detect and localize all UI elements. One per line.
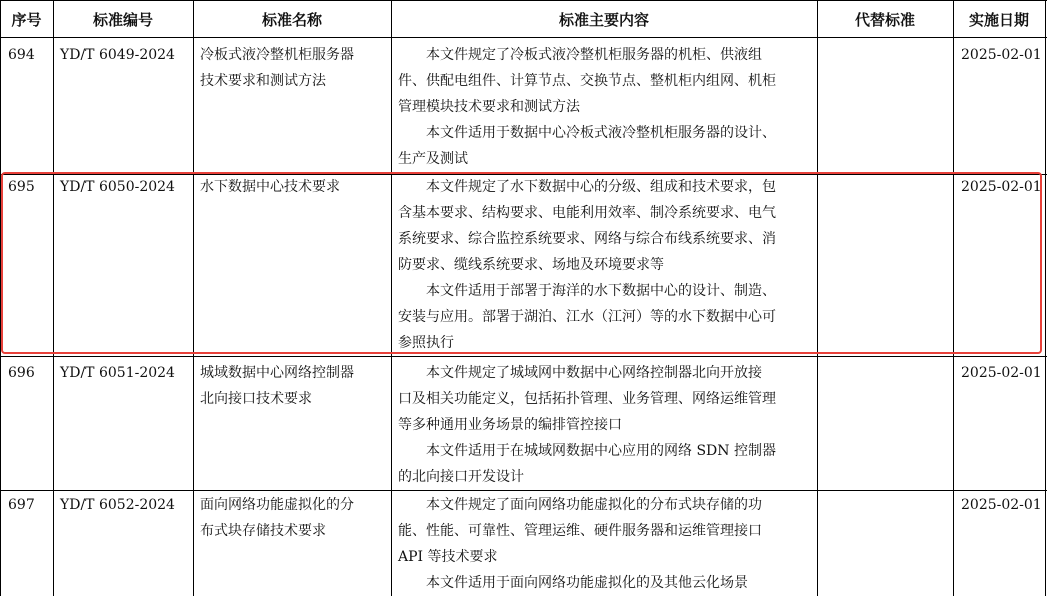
row-date: 2025-02-01 bbox=[961, 497, 1042, 513]
content-line: 本文件规定了冷板式液冷整机柜服务器的机柜、供液组 bbox=[426, 47, 762, 63]
row-name bbox=[200, 42, 388, 94]
name-line: 北向接口技术要求 bbox=[200, 391, 312, 407]
content-line: 参照执行 bbox=[398, 335, 454, 351]
name-line: 冷板式液冷整机柜服务器 bbox=[200, 47, 354, 63]
name-line: 水下数据中心技术要求 bbox=[200, 179, 340, 195]
name-line: 技术要求和测试方法 bbox=[200, 73, 326, 89]
header-name: 标准名称 bbox=[261, 11, 322, 29]
content-line: 安装与应用。部署于湖泊、江水（江河）等的水下数据中心可 bbox=[398, 309, 776, 325]
content-line: 本文件适用于在城域网数据中心应用的网络 SDN 控制器 bbox=[426, 443, 776, 459]
header-date: 实施日期 bbox=[968, 11, 1029, 29]
content-line: 口及相关功能定义，包括拓扑管理、业务管理、网络运维管理 bbox=[398, 391, 776, 407]
col-divider bbox=[1045, 0, 1046, 596]
content-line: 含基本要求、结构要求、电能利用效率、制冷系统要求、电气 bbox=[398, 205, 776, 221]
row-divider bbox=[0, 0, 1047, 1]
header-code: 标准编号 bbox=[92, 11, 153, 29]
row-seq: 694 bbox=[8, 47, 35, 63]
row-code: YD/T 6052-2024 bbox=[60, 497, 175, 513]
name-line: 城域数据中心网络控制器 bbox=[200, 365, 354, 381]
row-divider bbox=[0, 490, 1047, 491]
row-seq: 697 bbox=[8, 497, 35, 513]
row-divider bbox=[0, 356, 1047, 357]
row-code: YD/T 6050-2024 bbox=[60, 179, 175, 195]
header-seq: 序号 bbox=[11, 11, 42, 29]
content-line: 系统要求、综合监控系统要求、网络与综合布线系统要求、消 bbox=[398, 231, 776, 247]
content-line: 能、性能、可靠性、管理运维、硬件服务器和运维管理接口 bbox=[398, 523, 762, 539]
content-line: 本文件适用于部署于海洋的水下数据中心的设计、制造、 bbox=[426, 283, 776, 299]
header-content: 标准主要内容 bbox=[558, 11, 649, 29]
row-name bbox=[200, 492, 388, 544]
content-line: API 等技术要求 bbox=[398, 549, 498, 565]
row-code: YD/T 6051-2024 bbox=[60, 365, 175, 381]
name-line: 布式块存储技术要求 bbox=[200, 523, 326, 539]
highlight-box bbox=[1, 172, 1042, 354]
content-line: 件、供配电组件、计算节点、交换节点、整机柜内组网、机柜 bbox=[398, 73, 776, 89]
row-date: 2025-02-01 bbox=[961, 47, 1042, 63]
content-line: 等多种通用业务场景的编排管控接口 bbox=[398, 417, 622, 433]
content-line: 防要求、缆线系统要求、场地及环境要求等 bbox=[398, 257, 664, 273]
content-line: 本文件规定了面向网络功能虚拟化的分布式块存储的功 bbox=[426, 497, 762, 513]
content-line: 本文件适用于数据中心冷板式液冷整机柜服务器的设计、 bbox=[426, 125, 776, 141]
content-line: 本文件适用于面向网络功能虚拟化的及其他云化场景 bbox=[426, 575, 748, 591]
row-code: YD/T 6049-2024 bbox=[60, 47, 175, 63]
row-divider bbox=[0, 37, 1047, 38]
content-line: 本文件规定了水下数据中心的分级、组成和技术要求，包 bbox=[426, 179, 776, 195]
row-content bbox=[398, 492, 812, 596]
content-line: 的北向接口开发设计 bbox=[398, 469, 524, 485]
row-seq: 695 bbox=[8, 179, 35, 195]
row-seq: 696 bbox=[8, 365, 35, 381]
content-line: 生产及测试 bbox=[398, 151, 468, 167]
row-content bbox=[398, 42, 812, 172]
row-name bbox=[200, 360, 388, 412]
header-replace: 代替标准 bbox=[854, 11, 915, 29]
row-date: 2025-02-01 bbox=[961, 179, 1042, 195]
content-line: 本文件规定了城域网中数据中心网络控制器北向开放接 bbox=[426, 365, 762, 381]
name-line: 面向网络功能虚拟化的分 bbox=[200, 497, 354, 513]
content-line: 管理模块技术要求和测试方法 bbox=[398, 99, 580, 115]
row-date: 2025-02-01 bbox=[961, 365, 1042, 381]
row-content bbox=[398, 360, 812, 490]
